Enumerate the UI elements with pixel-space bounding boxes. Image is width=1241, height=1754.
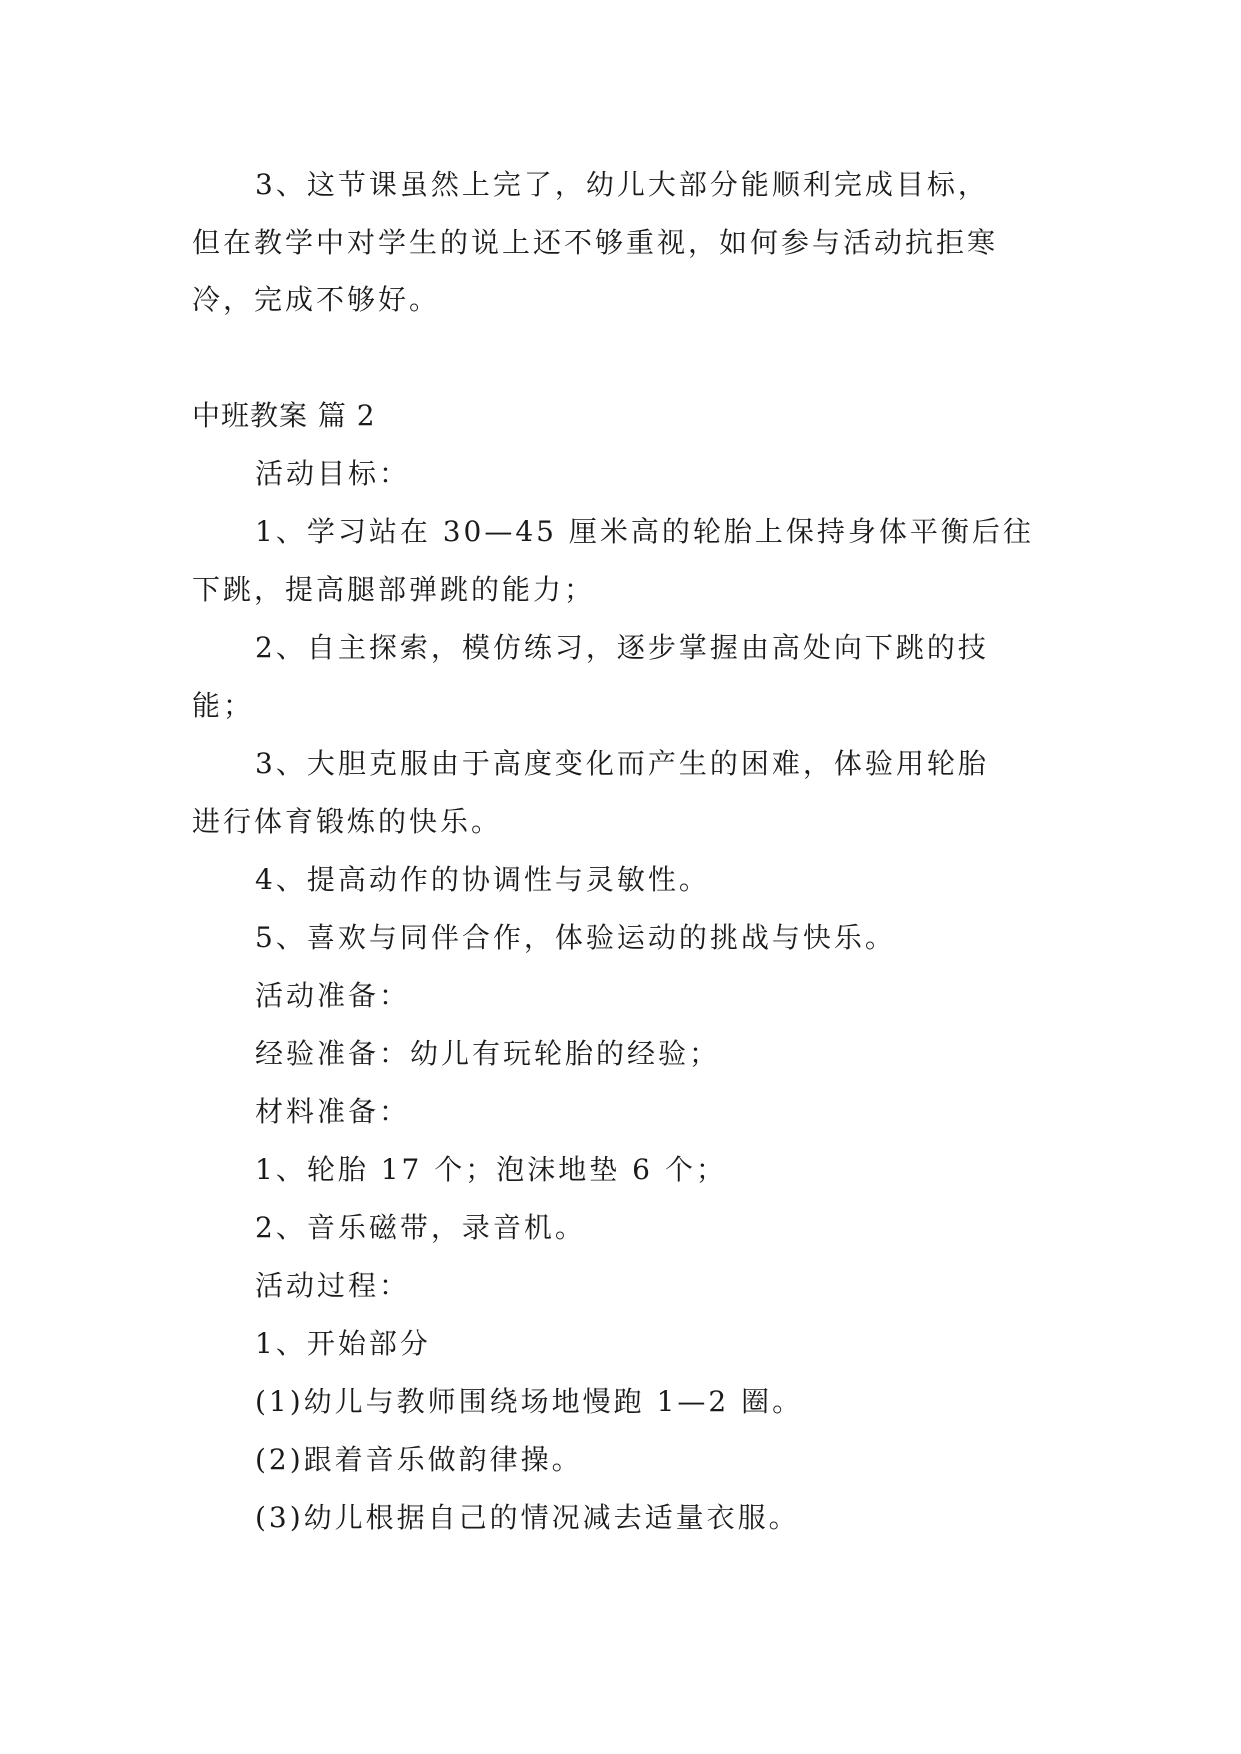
body-line: 能； (192, 689, 255, 722)
intro-line-3: 冷，完成不够好。 (192, 283, 441, 316)
body-line: 进行体育锻炼的快乐。 (192, 805, 503, 838)
body-line: 活动目标： (255, 457, 411, 490)
body-line: 活动准备： (255, 979, 411, 1012)
body-line: 1、轮胎 17 个；泡沫地垫 6 个； (255, 1153, 727, 1186)
body-line: (1)幼儿与教师围绕场地慢跑 1—2 圈。 (255, 1385, 804, 1418)
body-line: (2)跟着音乐做韵律操。 (255, 1443, 583, 1476)
section-title: 中班教案 篇 2 (192, 399, 376, 432)
body-line: 2、自主探索，模仿练习，逐步掌握由高处向下跳的技 (255, 631, 989, 664)
body-line: 2、音乐磁带，录音机。 (255, 1211, 586, 1244)
body-line: 材料准备： (255, 1095, 411, 1128)
body-line: 下跳，提高腿部弹跳的能力； (192, 573, 596, 606)
body-line: 活动过程： (255, 1269, 411, 1302)
body-line: 3、大胆克服由于高度变化而产生的困难，体验用轮胎 (255, 747, 989, 780)
intro-line-1: 3、这节课虽然上完了，幼儿大部分能顺利完成目标， (255, 168, 989, 201)
body-line: 1、学习站在 30—45 厘米高的轮胎上保持身体平衡后往 (255, 515, 1034, 548)
body-line: 1、开始部分 (255, 1327, 431, 1360)
body-line: 4、提高动作的协调性与灵敏性。 (255, 863, 710, 896)
body-line: 5、喜欢与同伴合作，体验运动的挑战与快乐。 (255, 921, 896, 954)
body-line: (3)幼儿根据自己的情况减去适量衣服。 (255, 1501, 800, 1534)
body-line: 经验准备：幼儿有玩轮胎的经验； (255, 1037, 721, 1070)
intro-line-2: 但在教学中对学生的说上还不够重视，如何参与活动抗拒寒 (192, 226, 999, 259)
